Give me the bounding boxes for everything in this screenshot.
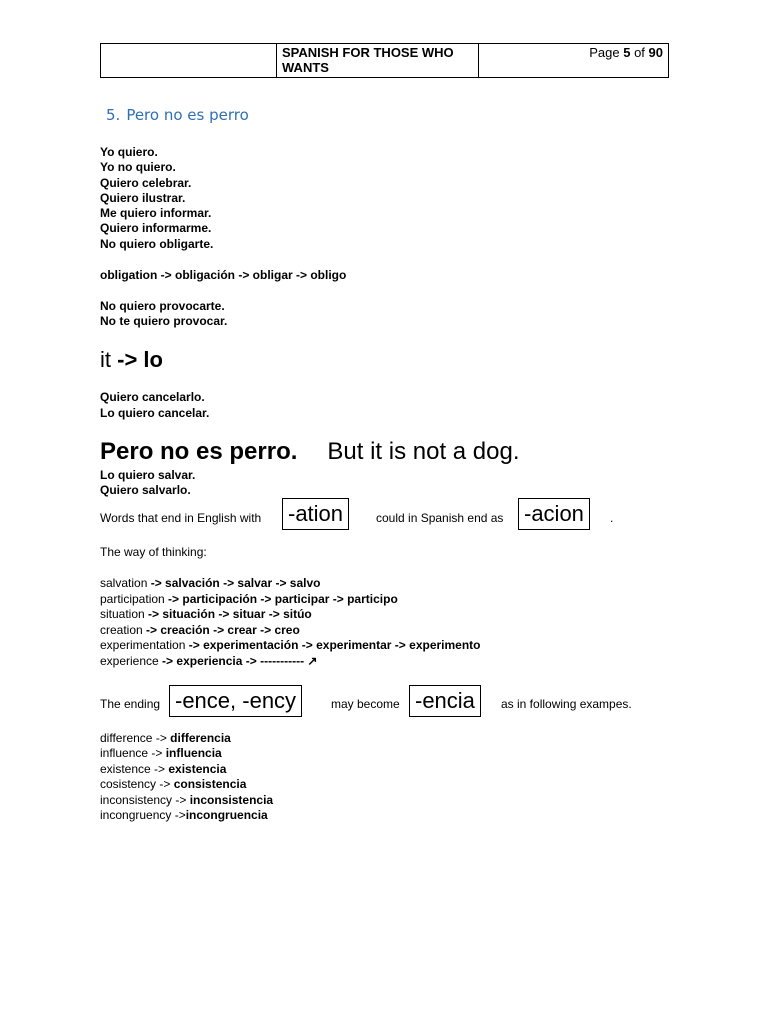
page-header: [100, 43, 669, 78]
encia-box: -encia: [409, 685, 481, 717]
page-of: of: [630, 45, 649, 60]
ending-row: [100, 793, 273, 808]
example-row: [100, 576, 320, 591]
words-line-mid: could in Spanish end as: [376, 511, 504, 525]
ending-en: inconsistency ->: [100, 793, 190, 807]
example-en: situation: [100, 607, 145, 621]
way-of-thinking: The way of thinking:: [100, 545, 207, 559]
sentence-line: Me quiero informar.: [100, 206, 212, 220]
example-en: creation: [100, 623, 143, 637]
sentence-line: No quiero provocarte.: [100, 299, 225, 313]
page-indicator: [479, 44, 669, 78]
example-row: [100, 623, 300, 638]
header-left-cell: [101, 44, 277, 78]
ending-en: influence ->: [100, 746, 166, 760]
section-title: Pero no es perro: [126, 106, 249, 124]
header-title-line2: WANTS: [282, 60, 329, 75]
ending-row: [100, 731, 231, 746]
example-en: participation: [100, 592, 165, 606]
ending-row: [100, 746, 222, 761]
example-row: [100, 607, 312, 622]
ending-en: incongruency ->: [100, 808, 186, 822]
section-heading: [106, 106, 249, 124]
ence-box: -ence, -ency: [169, 685, 302, 717]
example-es: -> creación -> crear -> creo: [142, 623, 300, 637]
ending-row: [100, 808, 268, 823]
ending-row: [100, 762, 226, 777]
ation-box: -ation: [282, 498, 349, 530]
page-number: 5: [623, 45, 631, 60]
example-en: experimentation: [100, 638, 186, 652]
example-row: [100, 638, 481, 653]
ending-line-post: as in following exampes.: [501, 697, 632, 711]
ending-es: differencia: [170, 731, 231, 745]
ending-es: existencia: [168, 762, 227, 776]
section-number: 5.: [106, 106, 121, 124]
pero-english: But it is not a dog.: [327, 438, 520, 465]
example-row: [100, 654, 317, 669]
page-total: 90: [648, 45, 663, 60]
example-es: -> situación -> situar -> sitúo: [144, 607, 312, 621]
example-row: [100, 592, 398, 607]
header-title: [277, 44, 479, 78]
page-prefix: Page: [589, 45, 624, 60]
example-es: -> experiencia -> ----------- ↗: [158, 654, 318, 668]
sentence-line: Quiero salvarlo.: [100, 483, 191, 497]
it-word: it: [100, 347, 118, 372]
sentence-line: Yo quiero.: [100, 145, 158, 159]
ending-en: cosistency ->: [100, 777, 174, 791]
ending-row: [100, 777, 246, 792]
pero-heading: [100, 438, 520, 466]
words-line-dot: .: [610, 511, 614, 525]
sentence-line: Quiero ilustrar.: [100, 191, 186, 205]
pero-spanish: Pero no es perro.: [100, 438, 298, 465]
ending-line-mid: may become: [331, 697, 400, 711]
ending-en: difference ->: [100, 731, 171, 745]
sentence-line: No te quiero provocar.: [100, 314, 228, 328]
ending-es: incongruencia: [185, 808, 268, 822]
it-lo-heading: [100, 347, 163, 373]
example-es: -> participación -> participar -> participo: [164, 592, 398, 606]
example-es: -> salvación -> salvar -> salvo: [147, 576, 321, 590]
ending-es: influencia: [165, 746, 222, 760]
ending-es: inconsistencia: [189, 793, 274, 807]
sentence-line: Quiero celebrar.: [100, 176, 192, 190]
header-title-line1: SPANISH FOR THOSE WHO: [282, 45, 454, 60]
arrow-lo: -> lo: [117, 347, 163, 372]
ending-es: consistencia: [173, 777, 247, 791]
ending-line-pre: The ending: [100, 697, 161, 711]
ending-en: existence ->: [100, 762, 169, 776]
example-en: experience: [100, 654, 159, 668]
sentence-line: No quiero obligarte.: [100, 237, 214, 251]
obligation-chain: obligation -> obligación -> obligar -> obligo: [100, 268, 347, 282]
sentence-line: Quiero informarme.: [100, 221, 212, 235]
sentence-line: Lo quiero salvar.: [100, 468, 196, 482]
sentence-line: Lo quiero cancelar.: [100, 406, 210, 420]
sentence-line: Yo no quiero.: [100, 160, 176, 174]
sentence-line: Quiero cancelarlo.: [100, 390, 205, 404]
example-es: -> experimentación -> experimentar -> experimento: [185, 638, 481, 652]
acion-box: -acion: [518, 498, 590, 530]
example-en: salvation: [100, 576, 148, 590]
words-line-pre: Words that end in English with: [100, 511, 262, 525]
